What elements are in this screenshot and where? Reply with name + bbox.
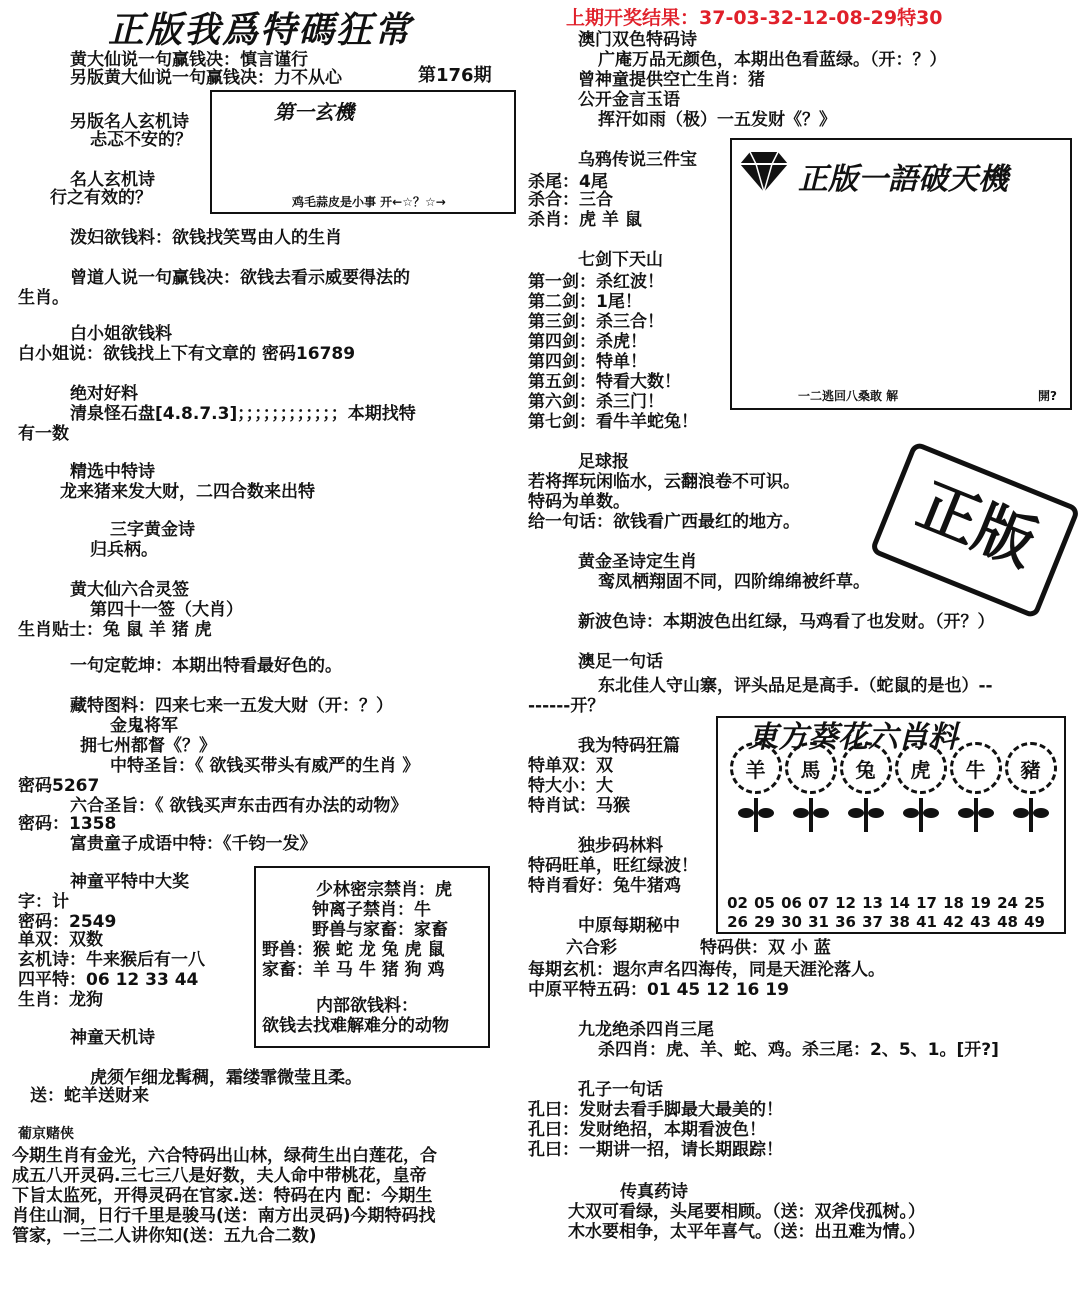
- text-line: 有一数: [18, 424, 69, 444]
- number-cell: 17: [916, 894, 937, 912]
- number-cell: 18: [943, 894, 964, 912]
- text-line: 黄大仙说一句赢钱决：慎言谨行: [70, 50, 308, 70]
- text-line: 藏特图料：四来七来一五发大财（开：？）: [70, 696, 393, 716]
- number-cell: 13: [862, 894, 883, 912]
- flower-label: 虎: [895, 742, 947, 794]
- text-line: 第四剑：特单！: [528, 352, 647, 372]
- text-line: 密码：2549: [18, 912, 117, 932]
- flower-item: [730, 742, 782, 832]
- box3-line: 家畜：羊 马 牛 猪 狗 鸡: [262, 960, 445, 980]
- text-line: 行之有效的？: [50, 188, 152, 208]
- flower-label: 豬: [1005, 742, 1057, 794]
- shaolin-box: [254, 866, 490, 1048]
- box3-line: 欲钱去找难解难分的动物: [262, 1016, 449, 1036]
- text-line: 白小姐欲钱料: [70, 324, 172, 344]
- text-line: 传真药诗: [620, 1182, 688, 1202]
- box3-line: 内部欲钱料：: [316, 996, 418, 1016]
- number-cell: 14: [889, 894, 910, 912]
- text-line: 九龙绝杀四肖三尾: [578, 1020, 714, 1040]
- text-line: 曾道人说一句赢钱决：欲钱去看示威要得法的: [70, 268, 410, 288]
- text-line: 六合圣旨：《 欲钱买声东击西有办法的动物》: [70, 796, 408, 816]
- text-line: 新波色诗：本期波色出红绿，马鸡看了也发财。（开？）: [578, 612, 995, 632]
- text-line: 足球报: [578, 452, 629, 472]
- box3-line: 野兽与家畜：家畜: [312, 920, 448, 940]
- flower-row: [728, 742, 1058, 832]
- sunflower-numbers: [724, 894, 1060, 932]
- text-line: 孔曰：发财去看手脚最大最美的！: [528, 1100, 783, 1120]
- text-line: 我为特码狂篇: [578, 736, 680, 756]
- box2-footer-right: 開?: [1038, 389, 1057, 403]
- text-line: 送：蛇羊送财来: [30, 1086, 149, 1106]
- text-line: 黄金圣诗定生肖: [578, 552, 697, 572]
- text-line: 下旨太监死，开得灵码在官家.送：特码在内 配：今期生: [12, 1186, 433, 1206]
- box3-line: 钟离子禁肖：牛: [312, 900, 431, 920]
- text-line: 三字黄金诗: [110, 520, 195, 540]
- text-line: 神童平特中大奖: [70, 872, 189, 892]
- text-line: 杀肖：虎 羊 鼠: [528, 210, 642, 230]
- text-line: 杀四肖：虎、羊、蛇、鸡。杀三尾：2、5、1。[开?]: [598, 1040, 999, 1060]
- mystery-box-2: [730, 138, 1072, 410]
- flower-item: [895, 742, 947, 832]
- text-line: 神童天机诗: [70, 1028, 155, 1048]
- text-line: ------开？: [528, 696, 605, 716]
- text-line: 黄大仙六合灵签: [70, 580, 189, 600]
- text-line: 生肖贴士：兔 鼠 羊 猪 虎: [18, 620, 212, 640]
- authentic-stamp: 正版: [869, 441, 1080, 620]
- text-line: 杀尾：4尾: [528, 172, 608, 192]
- number-cell: 38: [889, 913, 910, 931]
- text-line: 中原每期秘中: [578, 916, 680, 936]
- box1-footer: 鸡毛蒜皮是小事 开←☆？☆→: [292, 195, 446, 209]
- page-title: 正版我爲特碼狂常: [108, 9, 413, 51]
- text-line: 第四剑：杀虎！: [528, 332, 647, 352]
- diamond-icon: [736, 150, 792, 194]
- text-line: 归兵柄。: [90, 540, 158, 560]
- sunflower-title: 東方葵花六肖料: [748, 720, 958, 755]
- text-line: 生肖：龙狗: [18, 990, 103, 1010]
- box3-line: 少林密宗禁肖：虎: [316, 880, 452, 900]
- text-line: 精选中特诗: [70, 462, 155, 482]
- text-line: 每期玄机：遐尔声名四海传，同是天涯沦落人。: [528, 960, 885, 980]
- text-line: 东北佳人守山寨，评头品足是高手.（蛇鼠的是也）--: [598, 676, 993, 696]
- text-line: 第一剑：杀红波！: [528, 272, 664, 292]
- text-line: 公开金言玉语: [578, 90, 680, 110]
- text-line: 字：计: [18, 892, 69, 912]
- text-line: 大双可看绿，头尾要相顾。（送：双斧伐孤树。）: [568, 1202, 925, 1222]
- text-line: 另版名人玄机诗: [70, 112, 189, 132]
- text-line: 特大小：大: [528, 776, 613, 796]
- numbers-row-1: [724, 894, 1060, 913]
- text-line: 生肖。: [18, 288, 69, 308]
- text-line: 清泉怪石盘[4.8.7.3]；；；；；；；；；；；；本期找特: [70, 404, 416, 424]
- text-line: 肖住山洞，日行千里是骏马(送：南方出灵码)今期特码找: [12, 1206, 436, 1226]
- number-cell: 06: [781, 894, 802, 912]
- number-cell: 26: [727, 913, 748, 931]
- text-line: 第七剑：看牛羊蛇兔！: [528, 412, 698, 432]
- text-line: 第四十一签（大肖）: [90, 600, 243, 620]
- text-line: 白小姐说：欲钱找上下有文章的 密码16789: [18, 344, 356, 364]
- flower-label: 牛: [950, 742, 1002, 794]
- flower-label: 兔: [840, 742, 892, 794]
- text-line: 中特圣旨：《 欲钱买带头有威严的生肖 》: [110, 756, 420, 776]
- text-line: 泼妇欲钱料：欲钱找笑骂由人的生肖: [70, 228, 342, 248]
- number-cell: 49: [1024, 913, 1045, 931]
- text-line: 广庵万品无颜色，本期出色看蓝绿。（开：？）: [598, 50, 947, 70]
- text-line: 特肖试：马猴: [528, 796, 630, 816]
- flower-item: [785, 742, 837, 832]
- text-line: 乌鸦传说三件宝: [578, 150, 697, 170]
- text-line: 特码供：双 小 蓝: [700, 938, 831, 958]
- mystery-box-1: [210, 90, 516, 214]
- text-line: 孔曰：发财绝招，本期看波色！: [528, 1120, 766, 1140]
- number-cell: 36: [835, 913, 856, 931]
- text-line: 一句定乾坤：本期出特看最好色的。: [70, 656, 342, 676]
- issue-number: 第176期: [418, 65, 492, 86]
- text-line: 澳门双色特码诗: [578, 30, 697, 50]
- text-line: 挥汗如雨（极）一五发财《？》: [598, 110, 836, 130]
- text-line: 今期生肖有金光，六合特码出山林，绿荷生出白莲花，合: [12, 1146, 437, 1166]
- text-line: 虎须乍细龙髯稠，霜缕霏微莹且柔。: [90, 1068, 362, 1088]
- text-line: 忐忑不安的？: [90, 130, 192, 150]
- text-line: 玄机诗：牛来猴后有一八: [18, 950, 205, 970]
- text-line: 若将挥玩闲临水，云翻浪卷不可识。: [528, 472, 800, 492]
- number-cell: 30: [781, 913, 802, 931]
- number-cell: 37: [862, 913, 883, 931]
- flower-label: 馬: [785, 742, 837, 794]
- flower-item: [950, 742, 1002, 832]
- text-line: 龙来猪来发大财，二四合数来出特: [60, 482, 315, 502]
- box1-title: 第一玄機: [274, 100, 354, 124]
- flower-item: [1005, 742, 1057, 832]
- number-cell: 24: [997, 894, 1018, 912]
- text-line: 中原平特五码：01 45 12 16 19: [528, 980, 789, 1000]
- text-line: 杀合：三合: [528, 190, 613, 210]
- text-line: 孔子一句话: [578, 1080, 663, 1100]
- text-line: 特单双：双: [528, 756, 613, 776]
- text-line: 七剑下天山: [578, 250, 663, 270]
- number-cell: 29: [754, 913, 775, 931]
- number-cell: 19: [970, 894, 991, 912]
- text-line: 四平特：06 12 33 44: [18, 970, 199, 990]
- number-cell: 31: [808, 913, 829, 931]
- text-line: 第三剑：杀三合！: [528, 312, 664, 332]
- number-cell: 12: [835, 894, 856, 912]
- number-cell: 25: [1024, 894, 1045, 912]
- text-line: 鸾凤栖翔固不同，四阶绵绵被纤草。: [598, 572, 870, 592]
- number-cell: 48: [997, 913, 1018, 931]
- number-cell: 43: [970, 913, 991, 931]
- text-line: 成五八开灵码.三七三八是好数，夫人命中带桃花，皇帝: [12, 1166, 427, 1186]
- numbers-row-2: [724, 913, 1060, 932]
- text-line: 密码5267: [18, 776, 100, 796]
- text-line: 六合彩: [566, 938, 617, 958]
- box3-line: 野兽：猴 蛇 龙 兔 虎 鼠: [262, 940, 445, 960]
- text-line: 管家，一三二人讲你知(送：五九合二数): [12, 1226, 317, 1246]
- flower-label: 羊: [730, 742, 782, 794]
- text-line: 独步码林料: [578, 836, 663, 856]
- text-line: 名人玄机诗: [70, 170, 155, 190]
- text-line: 给一句话：欲钱看广西最红的地方。: [528, 512, 800, 532]
- text-line: 第六剑：杀三门！: [528, 392, 664, 412]
- text-line: 孔曰：一期讲一招，请长期跟踪！: [528, 1140, 783, 1160]
- text-line: 木水要相争，太平年喜气。（送：出丑难为情。）: [568, 1222, 925, 1242]
- box2-footer-left: 一二逃回八桑敢 解: [798, 389, 899, 403]
- flower-item: [840, 742, 892, 832]
- text-line: 第五剑：特看大数！: [528, 372, 681, 392]
- number-cell: 02: [727, 894, 748, 912]
- last-result: 上期开奖结果：37-03-32-12-08-29特30: [566, 7, 943, 29]
- text-line: 密码：1358: [18, 814, 117, 834]
- text-line: 富贵童子成语中特：《千钧一发》: [70, 834, 317, 854]
- number-cell: 07: [808, 894, 829, 912]
- text-line: 澳足一句话: [578, 652, 663, 672]
- text-line: 另版黄大仙说一句赢钱决：力不从心: [70, 68, 342, 88]
- box2-title: 正版一語破天機: [798, 162, 1008, 197]
- text-line: 曾神童提供空亡生肖：猪: [578, 70, 765, 90]
- text-line: 特肖看好：兔牛猪鸡: [528, 876, 681, 896]
- text-line: 拥七州都督《？》: [80, 736, 216, 756]
- number-cell: 42: [943, 913, 964, 931]
- number-cell: 41: [916, 913, 937, 931]
- text-line: 单双：双数: [18, 930, 103, 950]
- text-line: 葡京赌侠: [18, 1126, 74, 1142]
- text-line: 绝对好料: [70, 384, 138, 404]
- text-line: 特码旺单，旺红绿波！: [528, 856, 698, 876]
- text-line: 第二剑：1尾！: [528, 292, 642, 312]
- text-line: 特码为单数。: [528, 492, 630, 512]
- number-cell: 05: [754, 894, 775, 912]
- text-line: 金鬼将军: [110, 716, 178, 736]
